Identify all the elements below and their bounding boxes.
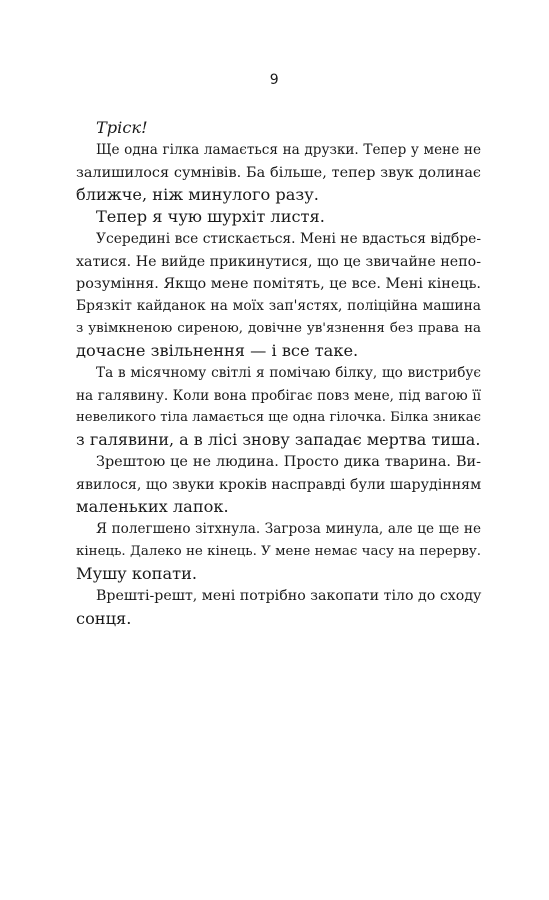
text-line: Тріск! — [96, 118, 148, 137]
paragraph — [76, 117, 481, 139]
text-line: Я полегшено зітхнула. Загроза минула, але це ще не — [96, 521, 481, 538]
text-line: Врешті-решт, мені потрібно закопати тіло до сходу — [96, 588, 482, 605]
text-line: Мушу копати. — [76, 563, 198, 583]
text-line: невеликого тіла ламається ще одна гілочка. Білка зникає — [76, 409, 481, 425]
text-line: Усередині все стискається. Мені не вдасться відбре- — [96, 231, 481, 248]
text-line: хатися. Не вийде прикинутися, що це звичайне непо- — [76, 253, 481, 270]
text-line: Та в місячному світлі я помічаю білку, що вистрибує — [96, 365, 481, 382]
text-line: Ще одна гілка ламається на друзки. Тепер у мене не — [96, 142, 481, 159]
paragraph — [76, 518, 481, 585]
text-line: ближче, ніж минулого разу. — [76, 184, 319, 204]
paragraph — [76, 228, 481, 362]
paragraph — [76, 451, 481, 518]
paragraph — [76, 585, 481, 630]
text-line: Брязкіт кайданок на моїх зап'ястях, поліційна машина — [76, 298, 481, 315]
paragraph — [76, 206, 481, 228]
paragraph — [76, 139, 481, 206]
page-number: 9 — [269, 72, 280, 88]
paragraph — [76, 362, 481, 451]
text-line: розуміння. Якщо мене помітять, це все. Мені кінець. — [76, 276, 481, 293]
text-line: з увімкненою сиреною, довічне ув'язнення без права на — [76, 320, 481, 336]
text-line: Зрештою це не людина. Просто дика тварина. Ви- — [96, 454, 481, 471]
text-line: на галявину. Коли вона пробігає повз мене, під вагою її — [76, 387, 481, 404]
text-line: з галявини, а в лісі знову западає мертва тиша. — [76, 430, 481, 450]
text-line: явилося, що звуки кроків насправді були шарудінням — [76, 476, 482, 493]
text-line: маленьких лапок. — [76, 497, 229, 517]
text-line: дочасне звільнення — і все таке. — [76, 340, 359, 360]
text-line: кінець. Далеко не кінець. У мене немає часу на перерву. — [76, 543, 481, 559]
text-line: сонця. — [76, 608, 132, 628]
body-text — [76, 117, 481, 630]
text-line: Тепер я чую шурхіт листя. — [96, 207, 325, 227]
text-line: залишилося сумнівів. Ба більше, тепер звук долинає — [76, 164, 481, 181]
